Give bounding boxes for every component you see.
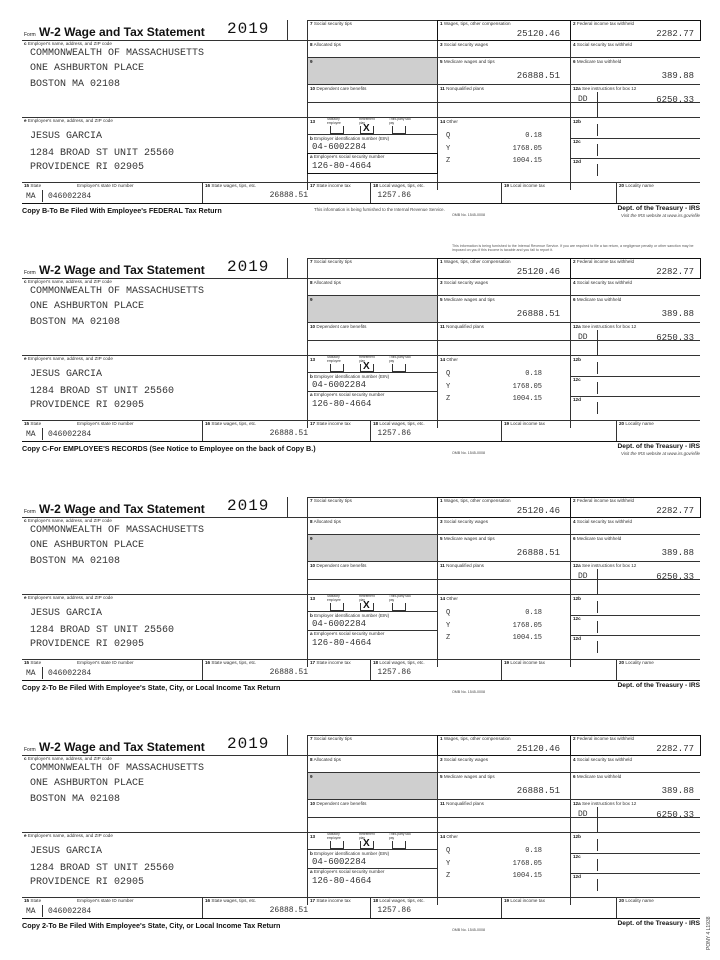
box20-label: 20 Locality name	[619, 898, 654, 903]
omb-number: OMB No. 1545-0008	[452, 213, 485, 217]
box12c-label: 12c	[573, 377, 581, 382]
box9-label: 9	[310, 536, 313, 541]
employee-address2: PROVIDENCE RI 02905	[30, 639, 145, 650]
copy-footer: Copy B-To Be Filed With Employee's FEDERAL Tax Return	[22, 206, 222, 215]
retirement-label: Retirement plan	[359, 355, 375, 363]
copy-footer: Copy 2-To Be Filed With Employee's State, City, or Local Income Tax Return	[22, 921, 281, 930]
employee-address1: 1284 BROAD ST UNIT 25560	[30, 625, 175, 636]
box14-code-2: Y	[446, 145, 451, 153]
box15-label: 15 State	[24, 660, 42, 665]
box-b-label: b Employer identification number (EIN)	[310, 374, 390, 379]
box12a-amount: 6250.33	[656, 810, 694, 820]
box14-amount-1: 0.18	[525, 132, 542, 140]
employer-address1: ONE ASHBURTON PLACE	[30, 778, 145, 789]
statutory-label: Statutory employee	[327, 355, 341, 363]
employee-ssn: 126-80-4664	[312, 876, 372, 886]
dept-treasury: Dept. of the Treasury - IRS	[617, 682, 700, 689]
dept-subtext: Visit the IRS website at www.irs.gov/efile	[621, 451, 700, 456]
box14-code-3: Z	[446, 395, 451, 403]
box14-code-1: Q	[446, 370, 451, 378]
employer-ein: 04-6002284	[312, 857, 367, 867]
box14-label: 14 Other	[440, 119, 458, 124]
box14-amount-1: 0.18	[525, 370, 542, 378]
box14-code-2: Y	[446, 860, 451, 868]
employee-ssn: 126-80-4664	[312, 161, 372, 171]
box6-medicare-tax: 389.88	[661, 71, 694, 81]
box16-label: 16 State wages, tips, etc.	[205, 660, 257, 665]
box4-label: 4 Social security tax withheld	[573, 42, 632, 47]
box14-amount-3: 1004.15	[512, 872, 542, 880]
box12a-code: DD	[578, 572, 588, 581]
box6-label: 6 Medicare tax withheld	[573, 536, 622, 541]
copy-footer: Copy 2-To Be Filed With Employee's State, City, or Local Income Tax Return	[22, 683, 281, 692]
box5-medicare-wages: 26888.51	[516, 71, 560, 81]
state-income-tax: 1257.86	[377, 906, 411, 915]
box-e-label: e Employee's name, address, and ZIP code	[24, 356, 113, 361]
employee-address2: PROVIDENCE RI 02905	[30, 400, 145, 411]
box14-label: 14 Other	[440, 834, 458, 839]
box14-amount-2: 1768.05	[512, 622, 542, 630]
box10-label: 10 Dependent care benefits	[310, 563, 367, 568]
box-a-label: a Employee's social security number	[310, 154, 385, 159]
box1-wages: 25120.46	[516, 29, 560, 39]
box14-code-3: Z	[446, 157, 451, 165]
box13-label: 13	[310, 834, 316, 839]
employer-ein: 04-6002284	[312, 619, 367, 629]
box2-label: 2 Federal income tax withheld	[573, 259, 635, 264]
box16-label: 16 State wages, tips, etc.	[205, 898, 257, 903]
box14-code-2: Y	[446, 622, 451, 630]
box12d-label: 12d	[573, 159, 581, 164]
box14-label: 14 Other	[440, 596, 458, 601]
box-c-label: c Employer's name, address, and ZIP code	[24, 41, 112, 46]
box20-label: 20 Locality name	[619, 421, 654, 426]
box17-label: 17 State income tax	[310, 421, 351, 426]
state-code: MA	[26, 907, 36, 916]
box15-label: 15 State	[24, 183, 42, 188]
state-wages: 26888.51	[269, 191, 308, 200]
box19-label: 19 Local income tax	[504, 421, 545, 426]
state-income-tax: 1257.86	[377, 191, 411, 200]
w2-copy-2	[22, 244, 700, 478]
box12a-label: 12a See instructions for box 12	[573, 801, 637, 806]
box1-wages: 25120.46	[516, 506, 560, 516]
box12b-label: 12b	[573, 119, 581, 124]
tax-year: 2019	[227, 497, 270, 515]
box15-id-label: Employer's state ID number	[77, 183, 134, 188]
employee-name: JESUS GARCIA	[30, 131, 103, 142]
box1-wages: 25120.46	[516, 267, 560, 277]
box7-label: 7 Social security tips	[310, 21, 352, 26]
state-employer-id: 046002284	[48, 192, 92, 201]
thirdparty-label: Third-party sick pay	[389, 832, 411, 840]
employee-address1: 1284 BROAD ST UNIT 25560	[30, 148, 175, 159]
box12b-label: 12b	[573, 596, 581, 601]
state-employer-id: 046002284	[48, 430, 92, 439]
box6-label: 6 Medicare tax withheld	[573, 59, 622, 64]
retirement-check-mark: X	[363, 361, 370, 372]
employer-address2: BOSTON MA 02108	[30, 556, 121, 567]
box12a-label: 12a See instructions for box 12	[573, 563, 637, 568]
box6-label: 6 Medicare tax withheld	[573, 774, 622, 779]
form-title: Form W-2 Wage and Tax Statement	[24, 263, 205, 277]
box12a-code: DD	[578, 333, 588, 342]
box2-label: 2 Federal income tax withheld	[573, 21, 635, 26]
box14-amount-3: 1004.15	[512, 157, 542, 165]
form-title: Form W-2 Wage and Tax Statement	[24, 740, 205, 754]
box10-label: 10 Dependent care benefits	[310, 86, 367, 91]
statutory-checkbox	[330, 603, 344, 611]
box-b-label: b Employer identification number (EIN)	[310, 136, 390, 141]
employer-ein: 04-6002284	[312, 142, 367, 152]
box11-label: 11 Nonqualified plans	[440, 801, 484, 806]
dept-treasury: Dept. of the Treasury - IRS	[617, 920, 700, 927]
box1-label: 1 Wages, tips, other compensation	[440, 498, 511, 503]
state-wages: 26888.51	[269, 668, 308, 677]
statutory-label: Statutory employee	[327, 594, 341, 602]
box9-shaded	[308, 773, 437, 799]
tax-year: 2019	[227, 735, 270, 753]
box15-id-label: Employer's state ID number	[77, 898, 134, 903]
box10-label: 10 Dependent care benefits	[310, 324, 367, 329]
employee-ssn: 126-80-4664	[312, 638, 372, 648]
box18-label: 18 Local wages, tips, etc.	[373, 421, 425, 426]
box4-label: 4 Social security tax withheld	[573, 519, 632, 524]
box-e-label: e Employee's name, address, and ZIP code	[24, 595, 113, 600]
thirdparty-label: Third-party sick pay	[389, 355, 411, 363]
employer-name: COMMONWEALTH OF MASSACHUSETTS	[30, 286, 205, 297]
box5-label: 5 Medicare wages and tips	[440, 59, 495, 64]
box13-label: 13	[310, 119, 316, 124]
omb-number: OMB No. 1545-0008	[452, 928, 485, 932]
box6-medicare-tax: 389.88	[661, 548, 694, 558]
box-b-label: b Employer identification number (EIN)	[310, 851, 390, 856]
box12d-label: 12d	[573, 874, 581, 879]
box-b-label: b Employer identification number (EIN)	[310, 613, 390, 618]
box9-label: 9	[310, 297, 313, 302]
box-e-label: e Employee's name, address, and ZIP code	[24, 833, 113, 838]
box15-label: 15 State	[24, 421, 42, 426]
box2-federal-tax: 2282.77	[656, 267, 694, 277]
retirement-label: Retirement plan	[359, 117, 375, 125]
employer-name: COMMONWEALTH OF MASSACHUSETTS	[30, 763, 205, 774]
box10-label: 10 Dependent care benefits	[310, 801, 367, 806]
box19-label: 19 Local income tax	[504, 183, 545, 188]
box14-code-1: Q	[446, 609, 451, 617]
box2-federal-tax: 2282.77	[656, 29, 694, 39]
employee-name: JESUS GARCIA	[30, 846, 103, 857]
box14-amount-1: 0.18	[525, 847, 542, 855]
box14-code-1: Q	[446, 132, 451, 140]
box14-amount-2: 1768.05	[512, 860, 542, 868]
box2-federal-tax: 2282.77	[656, 506, 694, 516]
box9-shaded	[308, 58, 437, 84]
w2-copy-3	[22, 497, 700, 717]
box8-label: 8 Allocated tips	[310, 757, 341, 762]
box6-label: 6 Medicare tax withheld	[573, 297, 622, 302]
box7-label: 7 Social security tips	[310, 498, 352, 503]
box16-label: 16 State wages, tips, etc.	[205, 183, 257, 188]
box20-label: 20 Locality name	[619, 183, 654, 188]
box9-label: 9	[310, 59, 313, 64]
box14-code-3: Z	[446, 872, 451, 880]
box12a-amount: 6250.33	[656, 95, 694, 105]
box-a-label: a Employee's social security number	[310, 392, 385, 397]
thirdparty-checkbox	[392, 841, 406, 849]
box18-label: 18 Local wages, tips, etc.	[373, 898, 425, 903]
box20-label: 20 Locality name	[619, 660, 654, 665]
employer-name: COMMONWEALTH OF MASSACHUSETTS	[30, 525, 205, 536]
box16-label: 16 State wages, tips, etc.	[205, 421, 257, 426]
box17-label: 17 State income tax	[310, 660, 351, 665]
box5-medicare-wages: 26888.51	[516, 548, 560, 558]
w2-copy-4	[22, 735, 700, 955]
state-income-tax: 1257.86	[377, 429, 411, 438]
box9-label: 9	[310, 774, 313, 779]
box5-label: 5 Medicare wages and tips	[440, 536, 495, 541]
box5-medicare-wages: 26888.51	[516, 786, 560, 796]
retirement-label: Retirement plan	[359, 832, 375, 840]
box2-label: 2 Federal income tax withheld	[573, 498, 635, 503]
box13-label: 13	[310, 357, 316, 362]
statutory-checkbox	[330, 126, 344, 134]
box12c-label: 12c	[573, 854, 581, 859]
side-printer-code: PONY 4 L1938	[706, 916, 712, 950]
box12a-label: 12a See instructions for box 12	[573, 86, 637, 91]
box3-label: 3 Social security wages	[440, 280, 489, 285]
copy-middle-note: This information is being furnished to the Internal Revenue Service.	[314, 207, 445, 212]
box5-medicare-wages: 26888.51	[516, 309, 560, 319]
box19-label: 19 Local income tax	[504, 898, 545, 903]
box-c-label: c Employer's name, address, and ZIP code	[24, 518, 112, 523]
tax-year: 2019	[227, 20, 270, 38]
employee-name: JESUS GARCIA	[30, 369, 103, 380]
employee-address1: 1284 BROAD ST UNIT 25560	[30, 386, 175, 397]
box1-wages: 25120.46	[516, 744, 560, 754]
box2-label: 2 Federal income tax withheld	[573, 736, 635, 741]
retirement-check-mark: X	[363, 600, 370, 611]
box12c-label: 12c	[573, 139, 581, 144]
thirdparty-label: Third-party sick pay	[389, 594, 411, 602]
copy-footer: Copy C-For EMPLOYEE'S RECORDS (See Notice to Employee on the back of Copy B.)	[22, 444, 316, 453]
box15-id-label: Employer's state ID number	[77, 421, 134, 426]
box5-label: 5 Medicare wages and tips	[440, 297, 495, 302]
box7-label: 7 Social security tips	[310, 259, 352, 264]
box12b-label: 12b	[573, 357, 581, 362]
statutory-checkbox	[330, 841, 344, 849]
box5-label: 5 Medicare wages and tips	[440, 774, 495, 779]
box1-label: 1 Wages, tips, other compensation	[440, 736, 511, 741]
statutory-label: Statutory employee	[327, 117, 341, 125]
employer-address1: ONE ASHBURTON PLACE	[30, 301, 145, 312]
employer-address2: BOSTON MA 02108	[30, 317, 121, 328]
box3-label: 3 Social security wages	[440, 519, 489, 524]
box15-id-label: Employer's state ID number	[77, 660, 134, 665]
state-code: MA	[26, 430, 36, 439]
employer-name: COMMONWEALTH OF MASSACHUSETTS	[30, 48, 205, 59]
employer-address1: ONE ASHBURTON PLACE	[30, 63, 145, 74]
employee-name: JESUS GARCIA	[30, 608, 103, 619]
box14-amount-3: 1004.15	[512, 395, 542, 403]
w2-copy-1	[22, 20, 700, 240]
box14-code-3: Z	[446, 634, 451, 642]
box14-amount-2: 1768.05	[512, 145, 542, 153]
box12b-label: 12b	[573, 834, 581, 839]
box1-label: 1 Wages, tips, other compensation	[440, 21, 511, 26]
state-wages: 26888.51	[269, 429, 308, 438]
thirdparty-label: Third-party sick pay	[389, 117, 411, 125]
box18-label: 18 Local wages, tips, etc.	[373, 660, 425, 665]
employer-address2: BOSTON MA 02108	[30, 794, 121, 805]
box11-label: 11 Nonqualified plans	[440, 324, 484, 329]
state-income-tax: 1257.86	[377, 668, 411, 677]
box8-label: 8 Allocated tips	[310, 519, 341, 524]
statutory-label: Statutory employee	[327, 832, 341, 840]
box4-label: 4 Social security tax withheld	[573, 757, 632, 762]
employer-address1: ONE ASHBURTON PLACE	[30, 540, 145, 551]
employee-address2: PROVIDENCE RI 02905	[30, 162, 145, 173]
box13-label: 13	[310, 596, 316, 601]
box12a-label: 12a See instructions for box 12	[573, 324, 637, 329]
box12a-code: DD	[578, 95, 588, 104]
box3-label: 3 Social security wages	[440, 757, 489, 762]
box3-label: 3 Social security wages	[440, 42, 489, 47]
box-a-label: a Employee's social security number	[310, 869, 385, 874]
statutory-checkbox	[330, 364, 344, 372]
box8-label: 8 Allocated tips	[310, 42, 341, 47]
thirdparty-checkbox	[392, 364, 406, 372]
box14-code-1: Q	[446, 847, 451, 855]
employer-ein: 04-6002284	[312, 380, 367, 390]
tax-year: 2019	[227, 258, 270, 276]
box9-shaded	[308, 535, 437, 561]
form-title: Form W-2 Wage and Tax Statement	[24, 25, 205, 39]
retirement-check-mark: X	[363, 838, 370, 849]
state-employer-id: 046002284	[48, 907, 92, 916]
box12a-amount: 6250.33	[656, 333, 694, 343]
box6-medicare-tax: 389.88	[661, 786, 694, 796]
state-wages: 26888.51	[269, 906, 308, 915]
box12a-code: DD	[578, 810, 588, 819]
employee-address2: PROVIDENCE RI 02905	[30, 877, 145, 888]
box12c-label: 12c	[573, 616, 581, 621]
box8-label: 8 Allocated tips	[310, 280, 341, 285]
employee-ssn: 126-80-4664	[312, 399, 372, 409]
box12d-label: 12d	[573, 636, 581, 641]
state-code: MA	[26, 669, 36, 678]
state-code: MA	[26, 192, 36, 201]
state-employer-id: 046002284	[48, 669, 92, 678]
box-c-label: c Employer's name, address, and ZIP code	[24, 279, 112, 284]
omb-number: OMB No. 1545-0008	[452, 451, 485, 455]
box17-label: 17 State income tax	[310, 183, 351, 188]
box19-label: 19 Local income tax	[504, 660, 545, 665]
retirement-label: Retirement plan	[359, 594, 375, 602]
box17-label: 17 State income tax	[310, 898, 351, 903]
thirdparty-checkbox	[392, 126, 406, 134]
employee-address1: 1284 BROAD ST UNIT 25560	[30, 863, 175, 874]
box-c-label: c Employer's name, address, and ZIP code	[24, 756, 112, 761]
box14-label: 14 Other	[440, 357, 458, 362]
box1-label: 1 Wages, tips, other compensation	[440, 259, 511, 264]
box15-label: 15 State	[24, 898, 42, 903]
box14-code-2: Y	[446, 383, 451, 391]
box11-label: 11 Nonqualified plans	[440, 563, 484, 568]
omb-number: OMB No. 1545-0008	[452, 690, 485, 694]
box18-label: 18 Local wages, tips, etc.	[373, 183, 425, 188]
box14-amount-3: 1004.15	[512, 634, 542, 642]
dept-subtext: Visit the IRS website at www.irs.gov/efile	[621, 213, 700, 218]
thirdparty-checkbox	[392, 603, 406, 611]
box12d-label: 12d	[573, 397, 581, 402]
box-a-label: a Employee's social security number	[310, 631, 385, 636]
box14-amount-1: 0.18	[525, 609, 542, 617]
copy-notice: This information is being furnished to the Internal Revenue Service. If you are required to file a tax return, a negligence penalty or other sanction may be imposed on you if this income is taxable and you fail to report it.	[452, 244, 694, 253]
retirement-check-mark: X	[363, 123, 370, 134]
box-e-label: e Employee's name, address, and ZIP code	[24, 118, 113, 123]
box9-shaded	[308, 296, 437, 322]
box12a-amount: 6250.33	[656, 572, 694, 582]
dept-treasury: Dept. of the Treasury - IRS	[617, 205, 700, 212]
dept-treasury: Dept. of the Treasury - IRS	[617, 443, 700, 450]
box14-amount-2: 1768.05	[512, 383, 542, 391]
box7-label: 7 Social security tips	[310, 736, 352, 741]
box11-label: 11 Nonqualified plans	[440, 86, 484, 91]
box4-label: 4 Social security tax withheld	[573, 280, 632, 285]
box2-federal-tax: 2282.77	[656, 744, 694, 754]
employer-address2: BOSTON MA 02108	[30, 79, 121, 90]
box6-medicare-tax: 389.88	[661, 309, 694, 319]
form-title: Form W-2 Wage and Tax Statement	[24, 502, 205, 516]
